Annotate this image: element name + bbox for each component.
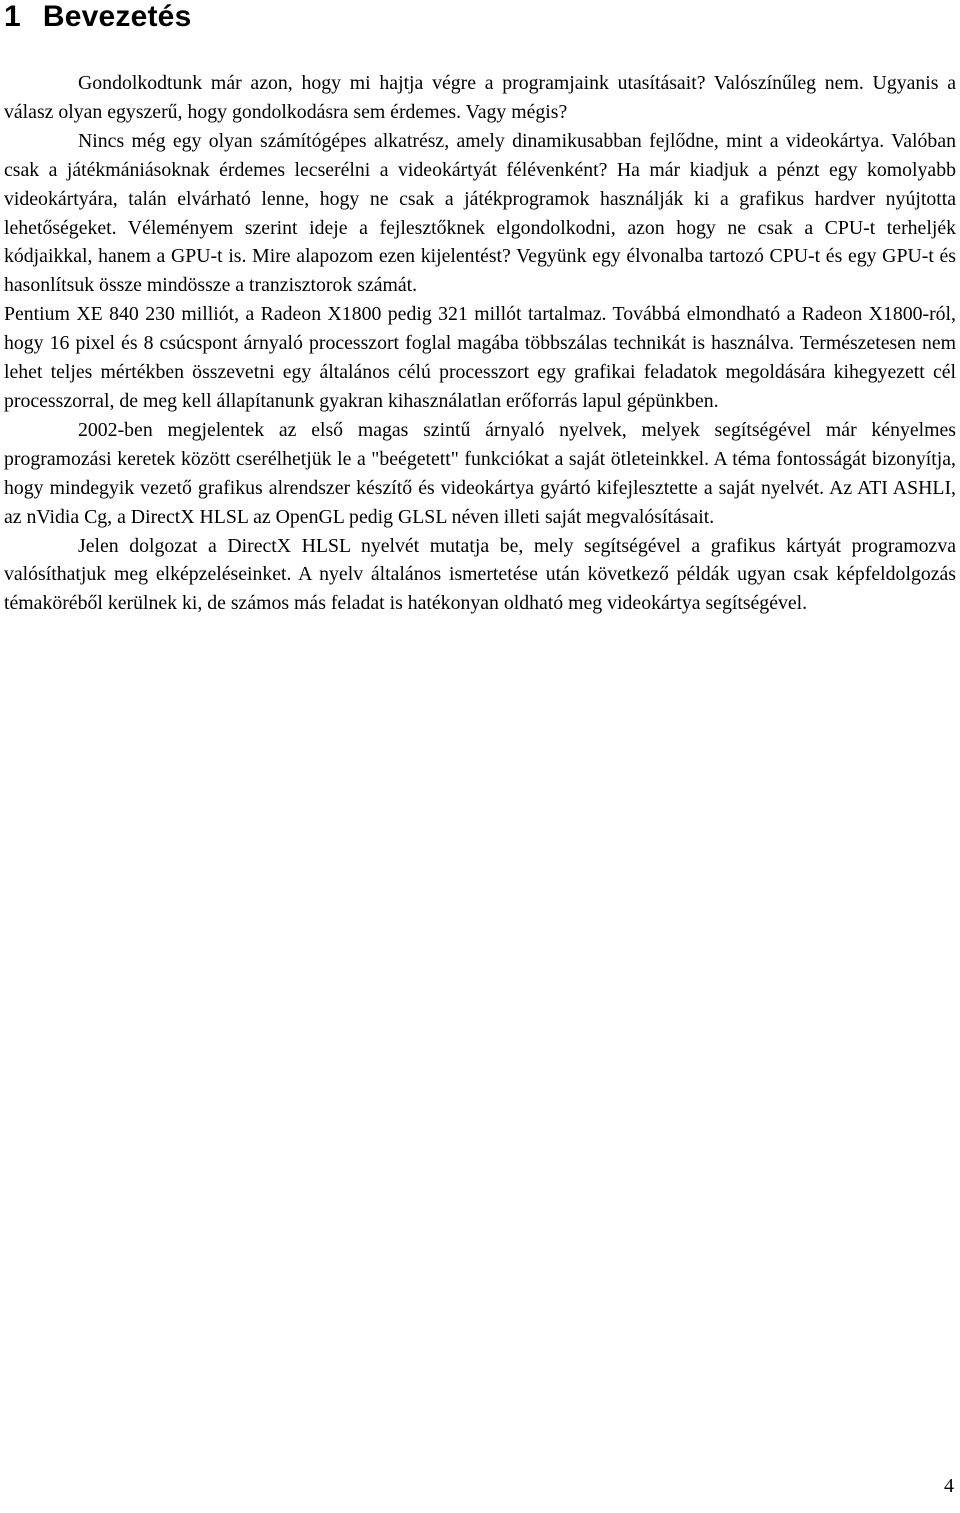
paragraph-3 [4,416,956,532]
paragraph-text: Jelen dolgozat a DirectX HLSL nyelvét mutatja be, mely segítségével a grafikus kártyát programozva valósíthatjuk meg elképzeléseinket. A nyelv általános ismertetése után következő példák ugyan csak képfeldolgozás témaköréből kerülnek ki, de számos más feladat is hatékonyan oldható meg videokártya segítségével. [4,534,956,615]
section-title: Bevezetés [42,0,192,33]
section-number: 1 [4,0,21,33]
page-number: 4 [944,1475,954,1497]
paragraph-2 [4,127,956,416]
paragraph-text: Nincs még egy olyan számítógépes alkatrész, amely dinamikusabban fejlődne, mint a videokártya. Valóban csak a játékmániásoknak érdemes lecserélni a videokártyát félévenként? Ha már kiadjuk a pénzt egy komolyabb videokártyára, talán elvárható lenne, hogy ne csak a játékprogramok használják ki a grafikus hardver nyújtotta lehetőségeket. Véleményem szerint ideje a fejlesztőknek elgondolkodni, azon hogy ne csak a CPU-t terheljék kódjaikkal, hanem a GPU-t is. Mire alapozom ezen kijelentést? Vegyünk egy élvonalba tartozó CPU-t és egy GPU-t és hasonlítsuk össze mindössze a tranzisztorok számát. [4,129,956,297]
paragraph-4 [4,532,956,619]
paragraph-text: Gondolkodtunk már azon, hogy mi hajtja végre a programjaink utasításait? Valószínűleg nem. Ugyanis a válasz olyan egyszerű, hogy gondolkodásra sem érdemes. Vagy mégis? [4,72,956,123]
section-heading [4,0,956,34]
paragraph-text: 2002-ben megjelentek az első magas szintű árnyaló nyelvek, melyek segítségével már kényelmes programozási keretek között cserélhetjük le a "beégetett" funkciókat a saját ötleteinkkel. A téma fontosságát bizonyítja, hogy mindegyik vezető grafikus alrendszer készítő és videokártya gyártó kifejlesztette a saját nyelvét. Az ATI ASHLI, az nVidia Cg, a DirectX HLSL az OpenGL pedig GLSL néven illeti saját megvalósításait. [4,418,956,528]
body-text [4,69,956,618]
paragraph-text: Pentium XE 840 230 milliót, a Radeon X1800 pedig 321 millót tartalmaz. Továbbá elmondható a Radeon X1800-ról, hogy 16 pixel és 8 csúcspont árnyaló processzort foglal magába többszálas technikát is használva. Természetesen nem lehet teljes mértékben összevetni egy általános célú processzort egy grafikai feladatok megoldására kihegyezett cél processzorral, de meg kell állapítanunk gyakran kihasználatlan erőforrás lapul gépünkben. [4,303,956,412]
paragraph-1 [4,69,956,127]
